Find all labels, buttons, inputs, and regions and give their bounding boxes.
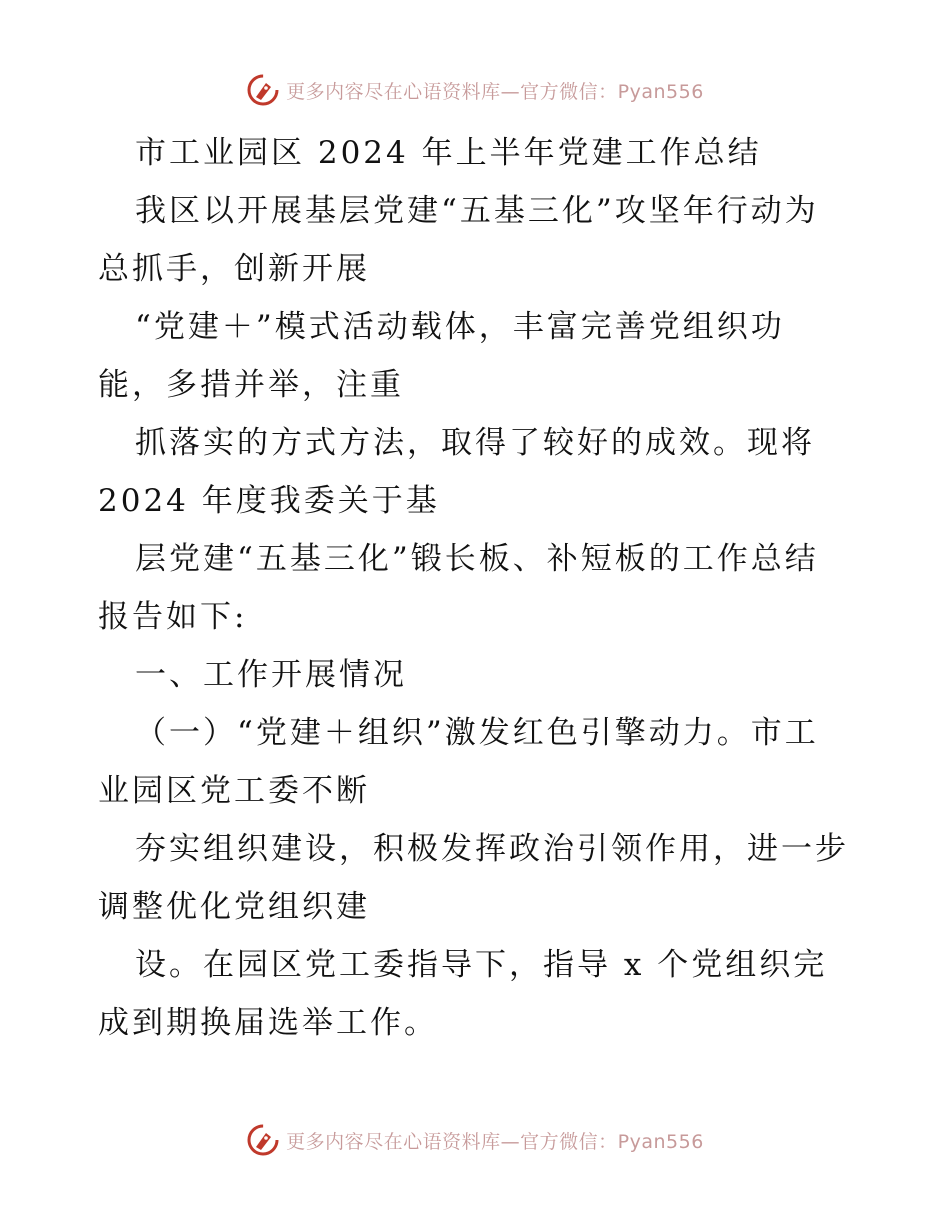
document-title: 市工业园区 2024 年上半年党建工作总结 xyxy=(135,135,762,171)
watermark-text: 更多内容尽在心语资料库—官方微信：Pyan556 xyxy=(286,1130,704,1153)
paragraph-line: 我区以开展基层党建“五基三化”攻坚年行动为 xyxy=(135,193,819,229)
paragraph-line: 调整优化党组织建 xyxy=(98,889,370,925)
watermark-footer xyxy=(0,1120,950,1160)
section-heading: 一、工作开展情况 xyxy=(135,657,407,693)
paragraph-line: 夯实组织建设，积极发挥政治引领作用，进一步 xyxy=(135,831,849,867)
paragraph-line: 总抓手，创新开展 xyxy=(98,251,370,287)
paragraph-line: 业园区党工委不断 xyxy=(98,773,370,809)
watermark-text: 更多内容尽在心语资料库—官方微信：Pyan556 xyxy=(286,80,704,103)
pen-nib-logo-icon xyxy=(246,1123,280,1157)
paragraph-line: 抓落实的方式方法，取得了较好的成效。现将 xyxy=(135,425,815,461)
paragraph-line: 2024 年度我委关于基 xyxy=(98,483,440,519)
paragraph-line: 能，多措并举，注重 xyxy=(98,367,404,403)
paragraph-line: 报告如下: xyxy=(98,599,248,635)
pen-nib-logo-icon xyxy=(246,73,280,107)
document-body xyxy=(98,124,854,1052)
paragraph-line: 成到期换届选举工作。 xyxy=(98,1005,438,1041)
paragraph-line: 设。在园区党工委指导下，指导 x 个党组织完 xyxy=(135,947,828,983)
watermark-header xyxy=(0,70,950,110)
paragraph-line: 层党建“五基三化”锻长板、补短板的工作总结 xyxy=(135,541,819,577)
subsection-heading: （一）“党建＋组织”激发红色引擎动力。市工 xyxy=(135,715,819,751)
paragraph-line: “党建＋”模式活动载体，丰富完善党组织功 xyxy=(135,309,785,345)
